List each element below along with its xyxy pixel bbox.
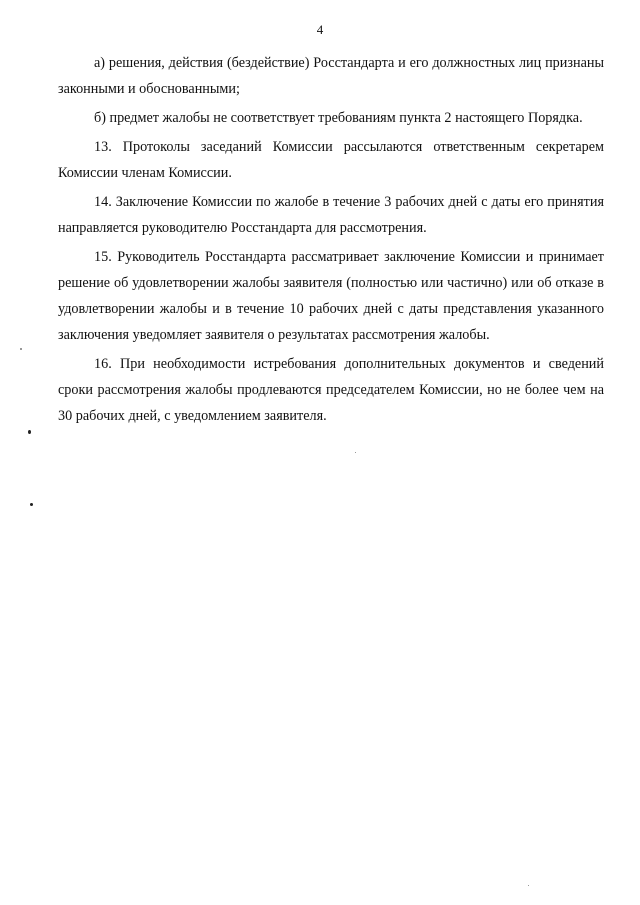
document-body [58, 50, 604, 432]
scan-mark [20, 348, 22, 350]
paragraph-clause-15: 15. Руководитель Росстандарта рассматривает заключение Комиссии и принимает решение об удовлетворении жалобы заявителя (полностью или частично) или об отказе в удовлетворении жалобы и в течение 10 рабочих дней с даты представления указанного заключения уведомляет заявителя о результатах рассмотрения жалобы. [58, 249, 604, 343]
paragraph-item-b: б) предмет жалобы не соответствует требованиям пункта 2 настоящего Порядка. [94, 110, 583, 126]
scan-mark [30, 503, 33, 506]
scan-mark [28, 430, 31, 434]
scan-speck [528, 885, 529, 886]
paragraph-clause-13: 13. Протоколы заседаний Комиссии рассылаются ответственным секретарем Комиссии членам Комиссии. [58, 139, 604, 181]
scan-speck [355, 452, 356, 453]
page-number: 4 [316, 22, 324, 37]
paragraph-clause-16: 16. При необходимости истребования дополнительных документов и сведений сроки рассмотрения жалобы продлеваются председателем Комиссии, но не более чем на 30 рабочих дней, с уведомлением заявителя. [58, 356, 604, 424]
paragraph-item-a: а) решения, действия (бездействие) Росстандарта и его должностных лиц признаны законными и обоснованными; [58, 55, 604, 97]
paragraph-clause-14: 14. Заключение Комиссии по жалобе в течение 3 рабочих дней с даты его принятия направляется руководителю Росстандарта для рассмотрения. [58, 194, 604, 236]
